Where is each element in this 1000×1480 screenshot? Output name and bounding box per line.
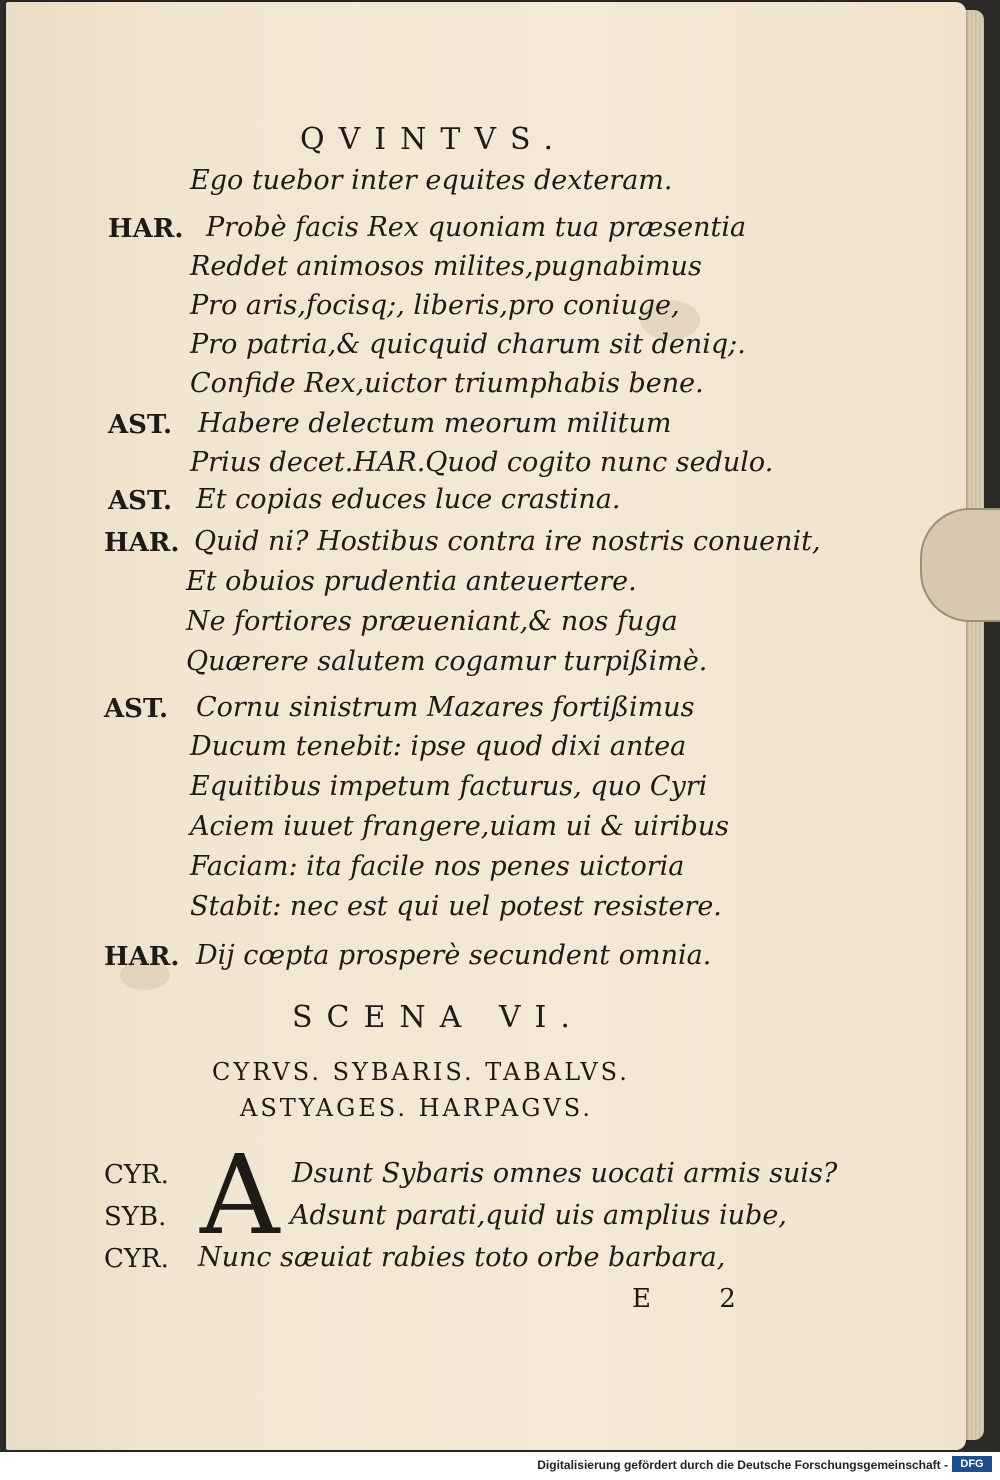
speaker-label: HAR. <box>104 942 180 972</box>
verse-line: Dij cœpta prosperè secundent omnia. <box>196 940 712 971</box>
drop-cap: A <box>200 1131 280 1259</box>
verse-line: Aciem iuuet frangere,uiam ui & uiribus <box>190 811 729 842</box>
verse-line: Probè facis Rex quoniam tua præsentia <box>206 212 747 243</box>
verse-line: Pro aris,focisq;, liberis,pro coniuge, <box>190 290 680 321</box>
verse-line: Confide Rex,uictor triumphabis bene. <box>190 368 704 399</box>
verse-line: Et copias educes luce crastina. <box>196 484 621 515</box>
verse-line: Ne fortiores præueniant,& nos fuga <box>186 606 678 637</box>
dfg-logo: DFG <box>952 1456 992 1472</box>
signature-mark: E 2 <box>632 1284 766 1314</box>
verse-line: Stabit: nec est qui uel potest resistere. <box>190 891 722 922</box>
verse-line: Prius decet.HAR.Quod cogito nunc sedulo. <box>190 447 774 478</box>
verse-line: Adsunt parati,quid uis amplius iube, <box>290 1200 787 1231</box>
verse-line: Faciam: ita facile nos penes uictoria <box>190 851 685 882</box>
dramatis-personae: ASTYAGES. HARPAGVS. <box>240 1094 593 1122</box>
verse-line: Cornu sinistrum Mazares fortißimus <box>196 692 695 723</box>
verse-line: Ego tuebor inter equites dexteram. <box>190 165 673 196</box>
speaker-label: CYR. <box>104 1160 169 1190</box>
verse-line: Quærere salutem cogamur turpißimè. <box>186 646 708 677</box>
verse-line: Dsunt Sybaris omnes uocati armis suis? <box>292 1158 838 1189</box>
running-head: QVINTVS. <box>300 122 568 157</box>
speaker-label: HAR. <box>108 214 184 244</box>
speaker-label: HAR. <box>104 528 180 558</box>
dramatis-personae: CYRVS. SYBARIS. TABALVS. <box>212 1058 630 1086</box>
verse-line: Ducum tenebit: ipse quod dixi antea <box>190 731 687 762</box>
verse-line: Quid ni? Hostibus contra ire nostris conuenit, <box>194 526 821 557</box>
speaker-label: SYB. <box>104 1202 167 1232</box>
verse-line: Reddet animosos milites,pugnabimus <box>190 251 702 282</box>
verse-line: Et obuios prudentia anteuertere. <box>186 566 637 597</box>
verse-line: Pro patria,& quicquid charum sit deniq;. <box>190 329 746 360</box>
dfg-credit: Digitalisierung gefördert durch die Deutsche Forschungsgemeinschaft - <box>537 1458 948 1472</box>
speaker-label: AST. <box>104 694 168 724</box>
scene-heading: SCENA VI. <box>292 1000 584 1035</box>
verse-line: Nunc sæuiat rabies toto orbe barbara, <box>198 1242 726 1273</box>
speaker-label: CYR. <box>104 1244 169 1274</box>
speaker-label: AST. <box>108 486 172 516</box>
verse-line: Habere delectum meorum militum <box>198 408 672 439</box>
verse-line: Equitibus impetum facturus, quo Cyri <box>190 771 708 802</box>
speaker-label: AST. <box>108 410 172 440</box>
